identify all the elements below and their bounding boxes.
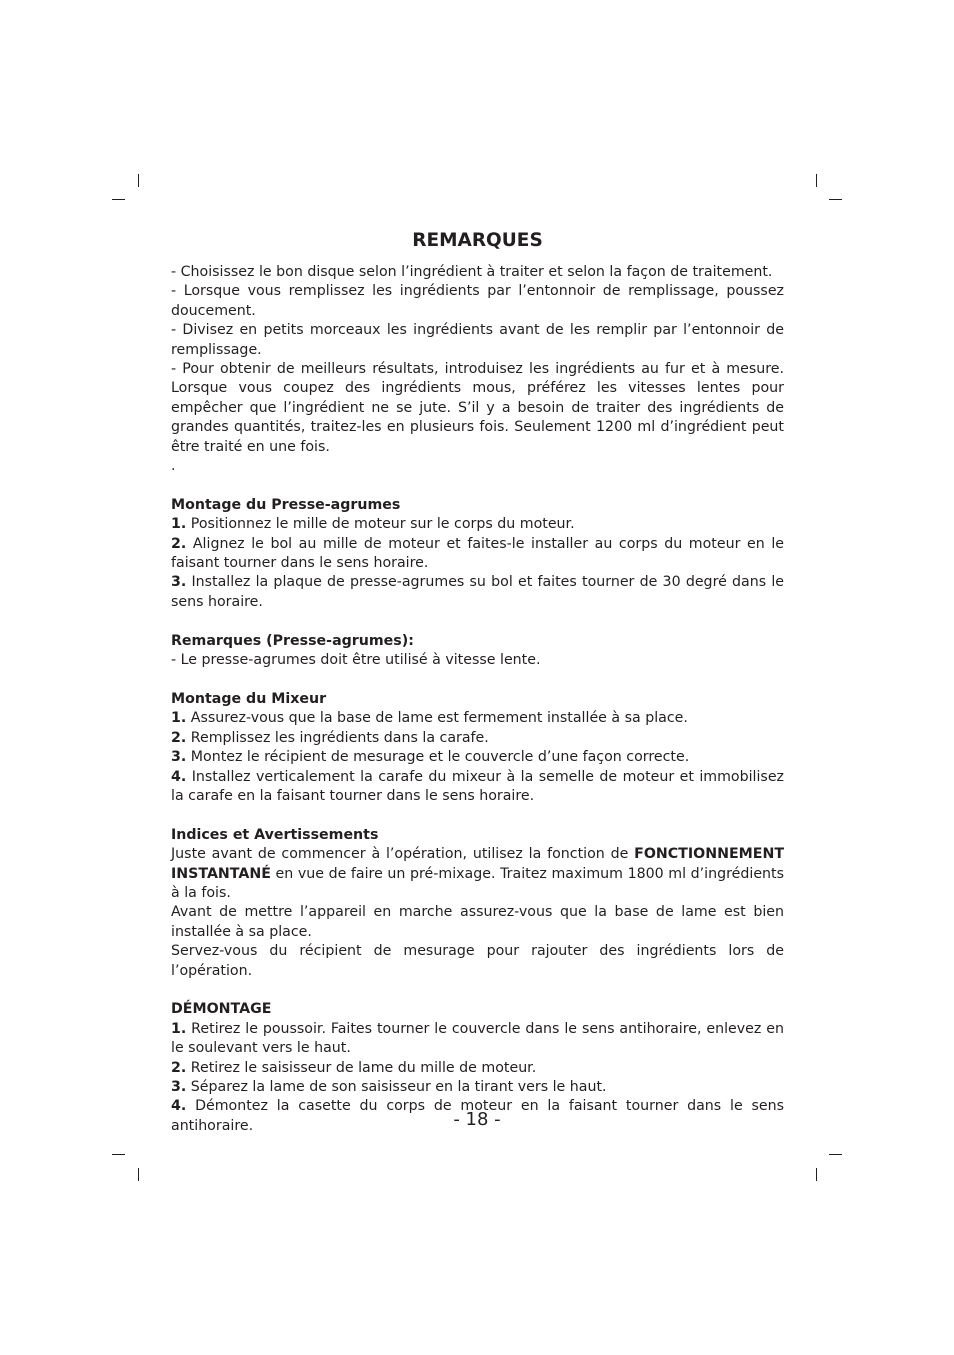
intro-line: - Lorsque vous remplissez les ingrédients par l’entonnoir de remplissage, poussez doucement. [171, 283, 784, 319]
intro-line: - Choisissez le bon disque selon l’ingrédient à traiter et selon la façon de traitement. [171, 264, 773, 280]
step-item [171, 573, 784, 612]
step-number: 1. [171, 516, 187, 533]
step-number: 1. [171, 710, 187, 727]
crop-mark-top-right-horizontal [829, 199, 842, 200]
step-item [171, 1020, 784, 1059]
crop-mark-top-right-vertical [816, 174, 817, 187]
step-number: 4. [171, 1098, 187, 1115]
step-number: 2. [171, 1059, 187, 1076]
crop-mark-bottom-right-vertical [816, 1168, 817, 1181]
step-text: Installez verticalement la carafe du mixeur à la semelle de moteur et immobilisez la carafe en la faisant tourner dans le sens horaire. [171, 768, 784, 804]
indices-paragraph: Servez-vous du récipient de mesurage pour rajouter des ingrédients lors de l’opération. [171, 943, 784, 979]
section-heading-remarques-presse: Remarques (Presse-agrumes): [171, 632, 414, 649]
step-text: Alignez le bol au mille de moteur et faites-le installer au corps du moteur en le faisant tourner dans le sens horaire. [171, 535, 784, 572]
intro-line: - Divisez en petits morceaux les ingrédients avant de les remplir par l’entonnoir de remplissage. [171, 322, 784, 358]
step-item [171, 768, 784, 807]
step-text: Retirez le saisisseur de lame du mille de moteur. [186, 1059, 537, 1076]
step-item [171, 729, 784, 748]
step-number: 3. [171, 1078, 187, 1095]
crop-mark-bottom-left-vertical [138, 1168, 139, 1181]
step-item [171, 748, 784, 767]
step-item [171, 1078, 784, 1097]
section-heading-indices: Indices et Avertissements [171, 826, 379, 843]
intro-line: . [171, 458, 176, 475]
section-heading-mixeur: Montage du Mixeur [171, 690, 327, 707]
step-number: 3. [171, 574, 187, 591]
step-item [171, 535, 784, 574]
step-text: Installez la plaque de presse-agrumes su bol et faites tourner de 30 degré dans le sens horaire. [171, 574, 784, 610]
step-number: 3. [171, 749, 187, 766]
step-number: 2. [171, 535, 187, 552]
step-text: Remplissez les ingrédients dans la carafe. [186, 729, 489, 746]
indices-text: Juste avant de commencer à l’opération, utilisez la fonction de [171, 846, 635, 863]
step-item [171, 515, 784, 534]
step-number: 2. [171, 729, 187, 746]
page-content [171, 229, 784, 1136]
crop-mark-bottom-left-horizontal [112, 1154, 125, 1155]
crop-mark-top-left-horizontal [112, 199, 125, 200]
intro-line: - Pour obtenir de meilleurs résultats, introduisez les ingrédients au fur et à mesure. Lorsque vous coupez des ingrédients mous, préférez les vitesses lentes pour empêcher que l’ingrédient ne se jute. S’il y a besoin de traiter des ingrédients de grandes quantités, traitez-les en plusieurs fois. Seulement 1200 ml d’ingrédient peut être traité en une fois. [171, 361, 784, 455]
indices-bold-text: FONCTIONNEMENT INSTANTANÉ [171, 846, 784, 882]
crop-mark-top-left-vertical [138, 174, 139, 187]
remark-text: - Le presse-agrumes doit être utilisé à vitesse lente. [171, 652, 541, 669]
step-text: Positionnez le mille de moteur sur le corps du moteur. [186, 516, 575, 533]
step-text: Retirez le poussoir. Faites tourner le couvercle dans le sens antihoraire, enlevez en le soulevant vers le haut. [171, 1020, 784, 1057]
step-number: 4. [171, 768, 187, 785]
crop-mark-bottom-right-horizontal [829, 1154, 842, 1155]
indices-text: en vue de faire un pré-mixage. Traitez maximum 1800 ml d’ingrédients à la fois. [171, 865, 784, 901]
step-item [171, 1059, 784, 1078]
page-title: REMARQUES [412, 230, 543, 251]
step-text: Assurez-vous que la base de lame est fermement installée à sa place. [186, 710, 688, 727]
section-heading-demontage: DÉMONTAGE [171, 1001, 272, 1018]
indices-paragraph: Avant de mettre l’appareil en marche assurez-vous que la base de lame est bien installée à sa place. [171, 904, 784, 940]
step-text: Démontez la casette du corps de moteur en la faisant tourner dans le sens antihoraire. [171, 1098, 784, 1134]
step-text: Séparez la lame de son saisisseur en la tirant vers le haut. [186, 1078, 607, 1095]
page-number: - 18 - [453, 1109, 501, 1130]
section-heading-presse: Montage du Presse-agrumes [171, 496, 401, 513]
step-item [171, 709, 784, 728]
step-number: 1. [171, 1020, 187, 1037]
indices-paragraph [171, 845, 784, 903]
step-text: Montez le récipient de mesurage et le couvercle d’une façon correcte. [186, 749, 690, 766]
